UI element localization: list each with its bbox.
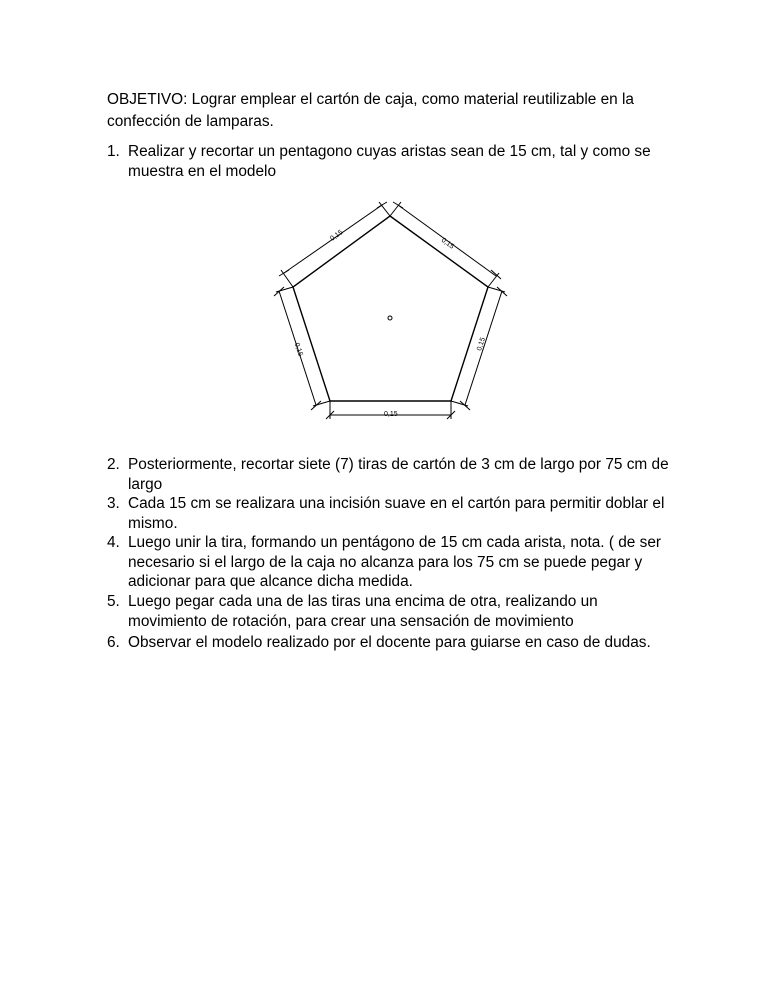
center-point [388,316,392,320]
list-text: Realizar y recortar un pentagono cuyas aristas sean de 15 cm, tal y como se muestra en el modelo [128,143,651,180]
list-text: Luego unir la tira, formando un pentágono de 15 cm cada arista, nota. ( de ser necesario si el largo de la caja no alcanza para los 75 cm se puede pegar y adicionar para que alcance dicha medida. [128,534,662,590]
dimension-label-top-right: 0,15 [439,236,455,251]
dimension-label-right: 0,15 [476,336,487,352]
dimension-label-bottom: 0,15 [384,411,398,418]
list-text: Observar el modelo realizado por el docente para guiarse en caso de dudas. [128,634,651,651]
list-text: Posteriormente, recortar siete (7) tiras de cartón de 3 cm de largo por 75 cm de largo [128,456,669,493]
list-number: 3. [107,495,120,512]
list-text: Luego pegar cada una de las tiras una encima de otra, realizando un movimiento de rotación, para crear una sensación de movimiento [128,593,598,630]
dimension-label-left: 0,15 [292,342,304,358]
list-number: 6. [107,634,120,651]
list-number: 4. [107,534,120,551]
objective-paragraph: OBJETIVO: Lograr emplear el cartón de caja, como material reutilizable en la confección de lamparas. [107,91,634,130]
list-number: 5. [107,593,120,610]
pentagon-shape [293,216,488,401]
list-number: 2. [107,456,120,473]
list-number: 1. [107,143,120,160]
dimension-line-top-left [279,202,390,287]
dimension-label-top-left: 0,15 [329,229,345,243]
list-text: Cada 15 cm se realizara una incisión suave en el cartón para permitir doblar el mismo. [128,495,665,532]
